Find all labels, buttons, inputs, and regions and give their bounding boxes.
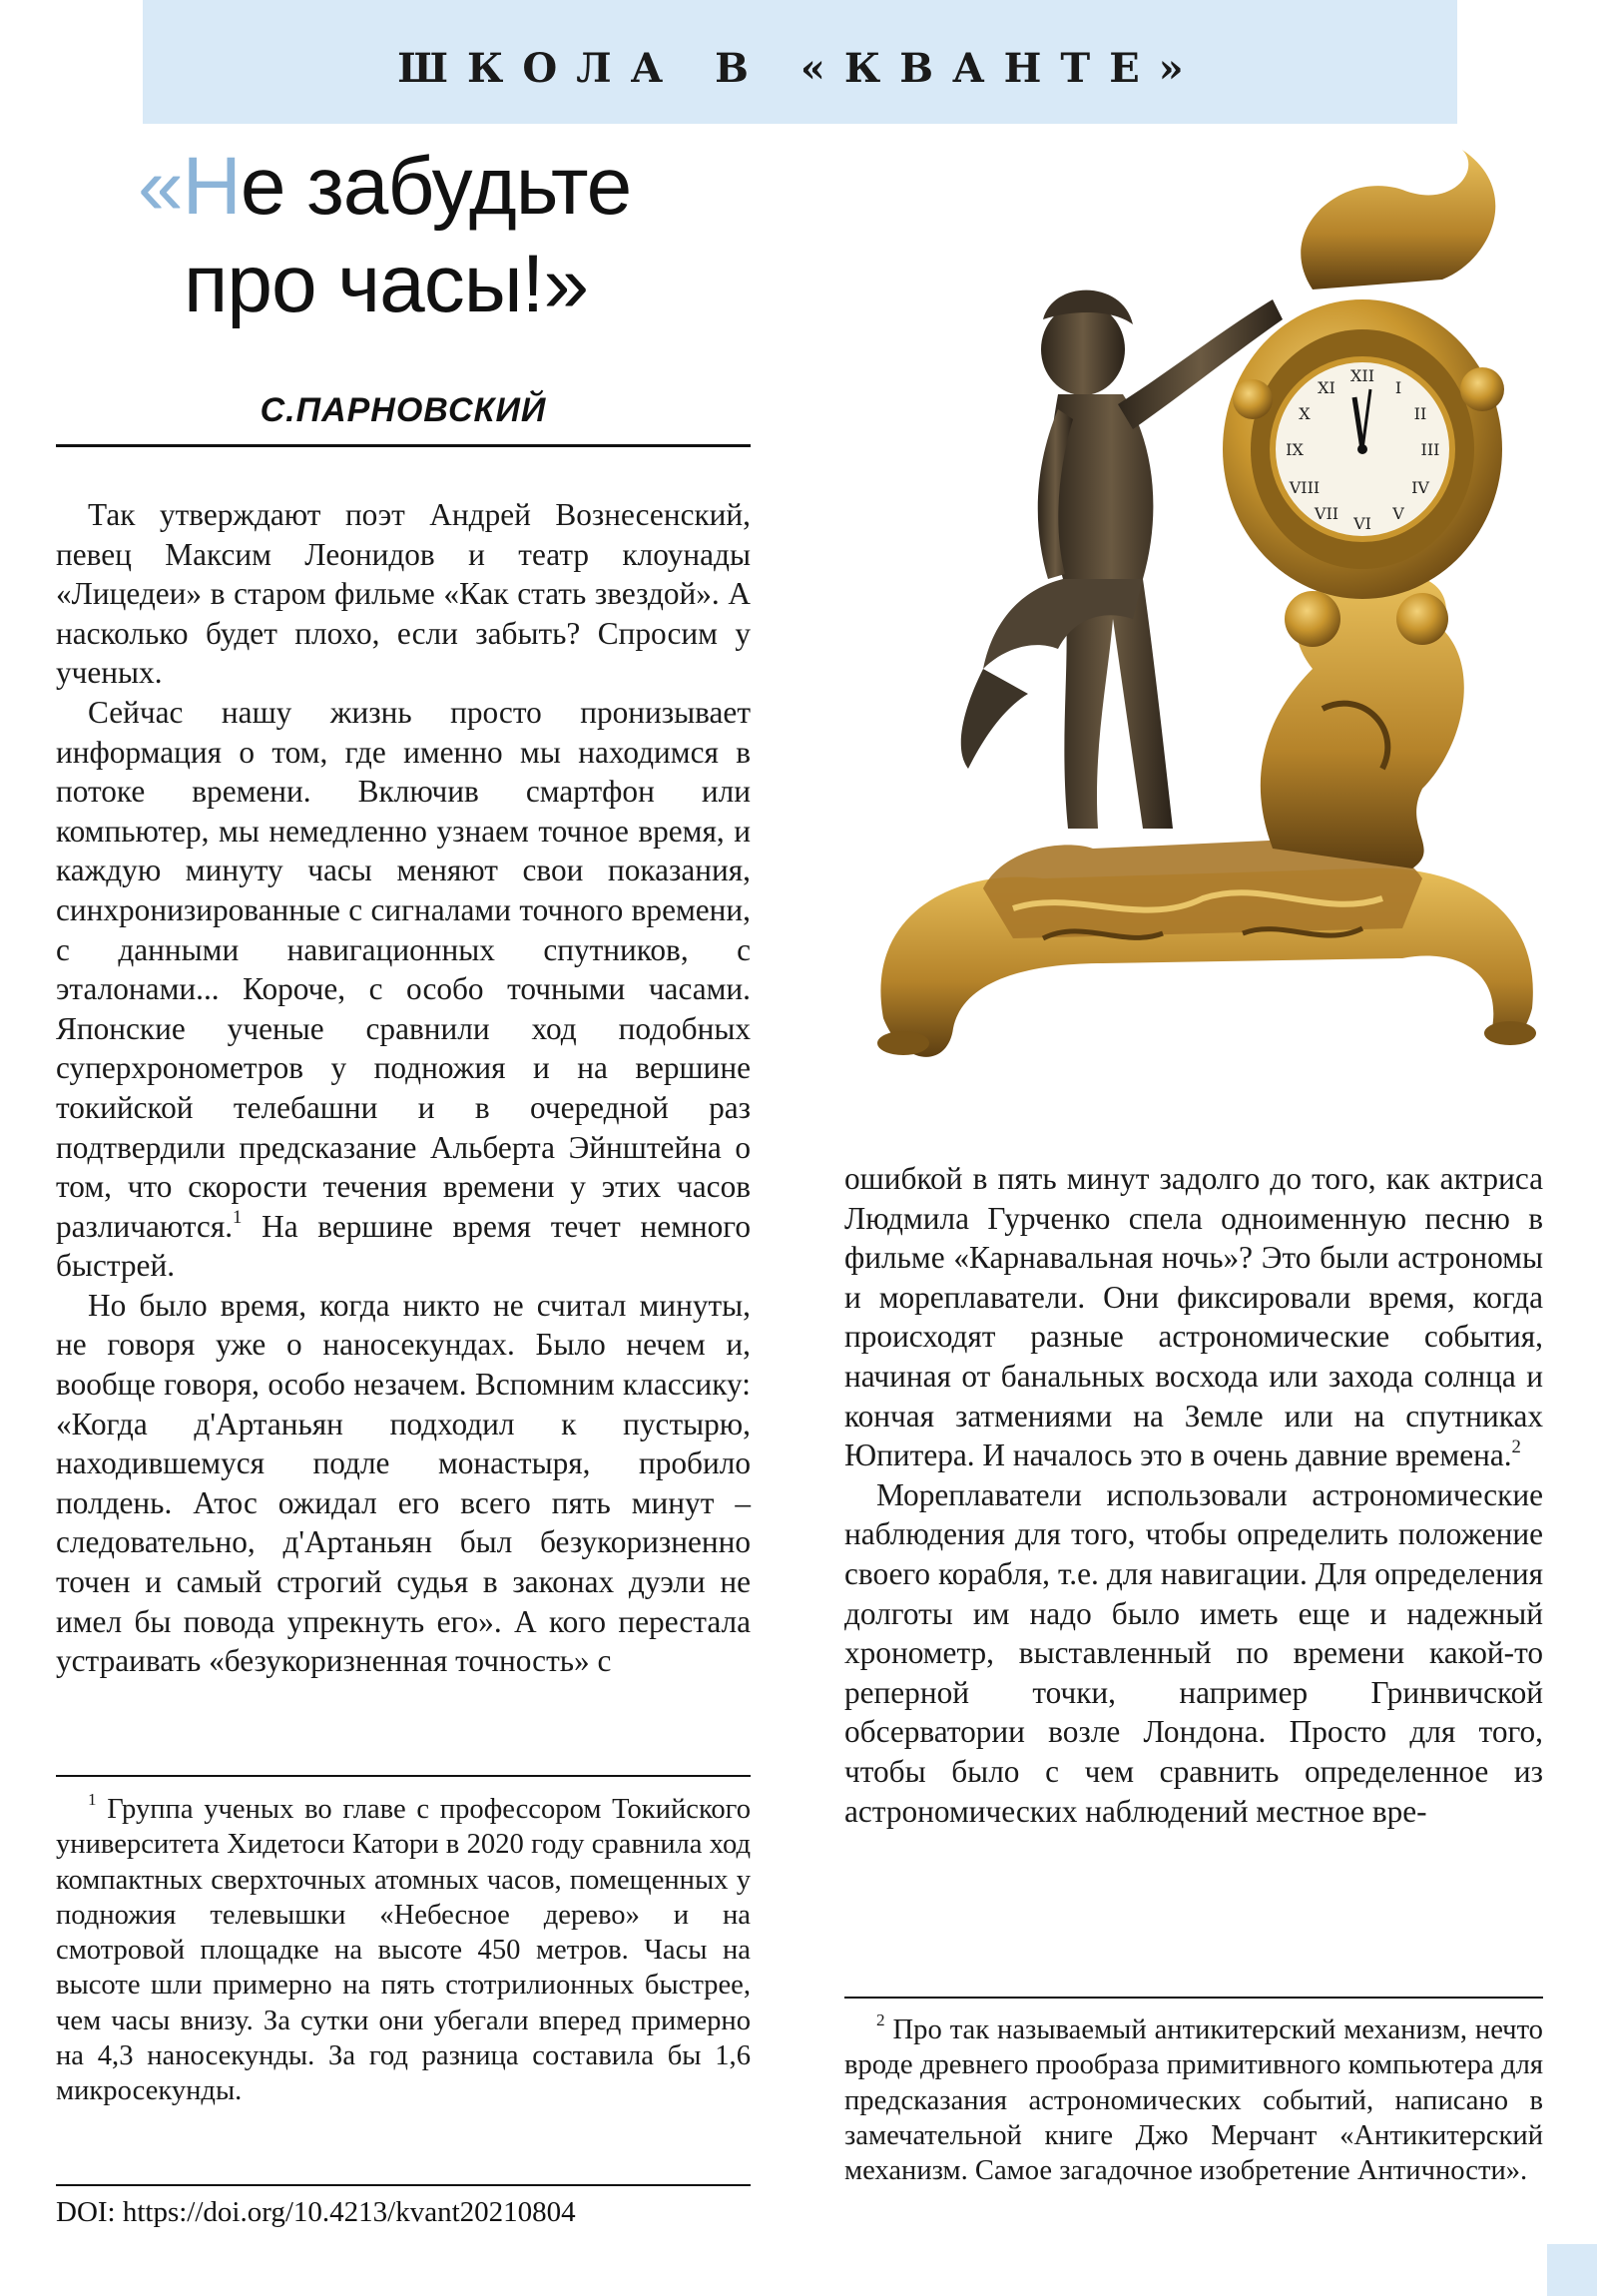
svg-text:XII: XII — [1349, 366, 1375, 385]
left-paragraph-2-text: Сейчас нашу жизнь просто пронизывает информация о том, где именно мы находимся в потоке времени. Включив смартфон или компьютер, мы немедленно узнаем точное время, и каждую минуту часы меняют свои показания, синхронизированные с сигналами точного времени, с данными навигационных спутников, с эталонами... Короче, с особо точными часами. Японские ученые сравнили ход подобных суперхронометров у подножия и на вершине токийской телебашни и в очередной раз подтвердили предсказание Альберта Эйнштейна о том, что скорости течения времени у этих часов различаются. — [56, 694, 751, 1244]
footnote-1-text: Группа ученых во главе с профессором Токийского университета Хидетоси Катори в 2020 году сравнила ход компактных сверхточных атомных часов, помещенных у подножия телевышки «Небесное дерево» и на смотровой площадке на высоте 450 метров. Часы на высоте шли примерно на пять стотрилионных быстрее, чем часы внизу. За сутки они убегали вперед примерно на 4,3 наносекунды. За год разница составила бы 1,6 микросекунды. — [56, 1794, 751, 2107]
left-paragraph-2 — [56, 693, 751, 1286]
left-column — [56, 495, 751, 1681]
svg-text:XI: XI — [1318, 378, 1335, 397]
left-paragraph-2-tail: На вершине время течет немного быстрей. — [56, 1208, 751, 1284]
svg-text:IX: IX — [1286, 440, 1304, 459]
clock-dial — [1273, 359, 1452, 539]
footnote1-rule — [56, 1775, 751, 1777]
title-line-1 — [138, 138, 777, 236]
svg-text:VII: VII — [1314, 504, 1339, 523]
doi-rule — [56, 2184, 751, 2186]
svg-text:VI: VI — [1353, 514, 1371, 533]
footnote2-rule — [844, 1997, 1543, 1999]
svg-text:III: III — [1420, 440, 1440, 459]
doi-line: DOI: https://doi.org/10.4213/kvant20210804 — [56, 2196, 576, 2228]
footnote-2-marker: 2 — [876, 2010, 885, 2030]
right-column — [844, 1159, 1543, 1831]
footnote-ref-2: 2 — [1511, 1435, 1521, 1457]
left-paragraph-3: Но было время, когда никто не считал минуты, не говоря уже о наносекундах. Было нечем и, вообще говоря, особо незачем. Вспомним классику: «Когда д'Артаньян подходил к пустырю, находившемуся подле монастыря, пробило полдень. Атос ожидал его всего пять минут – следовательно, д'Артаньян был безукоризненно точен и самый строгий судья в законах дуэли не имел бы повода упрекнуть его». А кого перестала устраивать «безукоризненная точность» с — [56, 1287, 751, 1679]
clock-base — [877, 839, 1536, 1057]
svg-text:II: II — [1413, 404, 1427, 423]
svg-text:I: I — [1394, 378, 1402, 397]
svg-text:V: V — [1392, 504, 1404, 523]
footnote-ref-1: 1 — [233, 1207, 243, 1229]
article-title — [138, 138, 777, 333]
cherub-figure — [961, 290, 1283, 829]
right-paragraph-2: Мореплаватели использовали астрономические наблюдения для того, чтобы определить положение своего корабля, т.е. для навигации. Для определения долготы им надо было иметь еще и надежный хронометр, выставленный по времени какой-то реперной точки, например Гринвичской обсерватории возле Лондона. Просто для того, чтобы было с чем сравнить определенное из астрономических наблюдений местное вре- — [844, 1476, 1543, 1829]
svg-text:X: X — [1299, 404, 1311, 423]
right-paragraph-1 — [844, 1159, 1543, 1475]
footnote-2 — [844, 2012, 1543, 2188]
title-line1-rest: е забудьте — [240, 141, 632, 232]
footnote-1-paragraph — [56, 1792, 751, 2109]
right-paragraph-1-text: ошибкой в пять минут задолго до того, как актриса Людмила Гурченко спела одноименную песню в фильме «Карнавальная ночь»? Это были астрономы и мореплаватели. Они фиксировали время, когда происходят разные астрономические события, начиная от банальных восхода или захода солнца и кончая затмениями на Земле или на спутниках Юпитера. И началось это в очень давние времена. — [844, 1161, 1543, 1473]
title-quote-open: « — [138, 141, 183, 232]
clock-pedestal — [1261, 575, 1464, 868]
footnote-2-paragraph — [844, 2012, 1543, 2188]
title-line-2: про часы!» — [184, 239, 589, 329]
left-paragraph-1: Так утверждают поэт Андрей Вознесенский, певец Максим Леонидов и театр клоунады «Лицедеи» в старом фильме «Как стать звездой». А насколько будет плохо, если забыть? Спросим у ученых. — [56, 497, 751, 691]
author-byline: С.ПАРНОВСКИЙ — [260, 391, 547, 429]
svg-text:IV: IV — [1411, 478, 1429, 497]
page-corner-block — [1547, 2244, 1597, 2296]
clock-illustration — [843, 150, 1542, 1108]
section-title: ШКОЛА В «КВАНТЕ» — [397, 45, 1203, 92]
footnote-1-marker: 1 — [88, 1790, 97, 1810]
footnote-2-text: Про так называемый антикитерский механизм, нечто вроде древнего прообраза примитивного компьютера для предсказания астрономических событий, написано в замечательной книге Джо Мерчант «Антикитерский механизм. Самое загадочное изобретение Античности». — [844, 2014, 1543, 2187]
title-first-letter: Н — [182, 141, 241, 232]
footnote-1 — [56, 1792, 751, 2109]
svg-text:VIII: VIII — [1289, 478, 1321, 497]
author-rule — [56, 444, 751, 447]
